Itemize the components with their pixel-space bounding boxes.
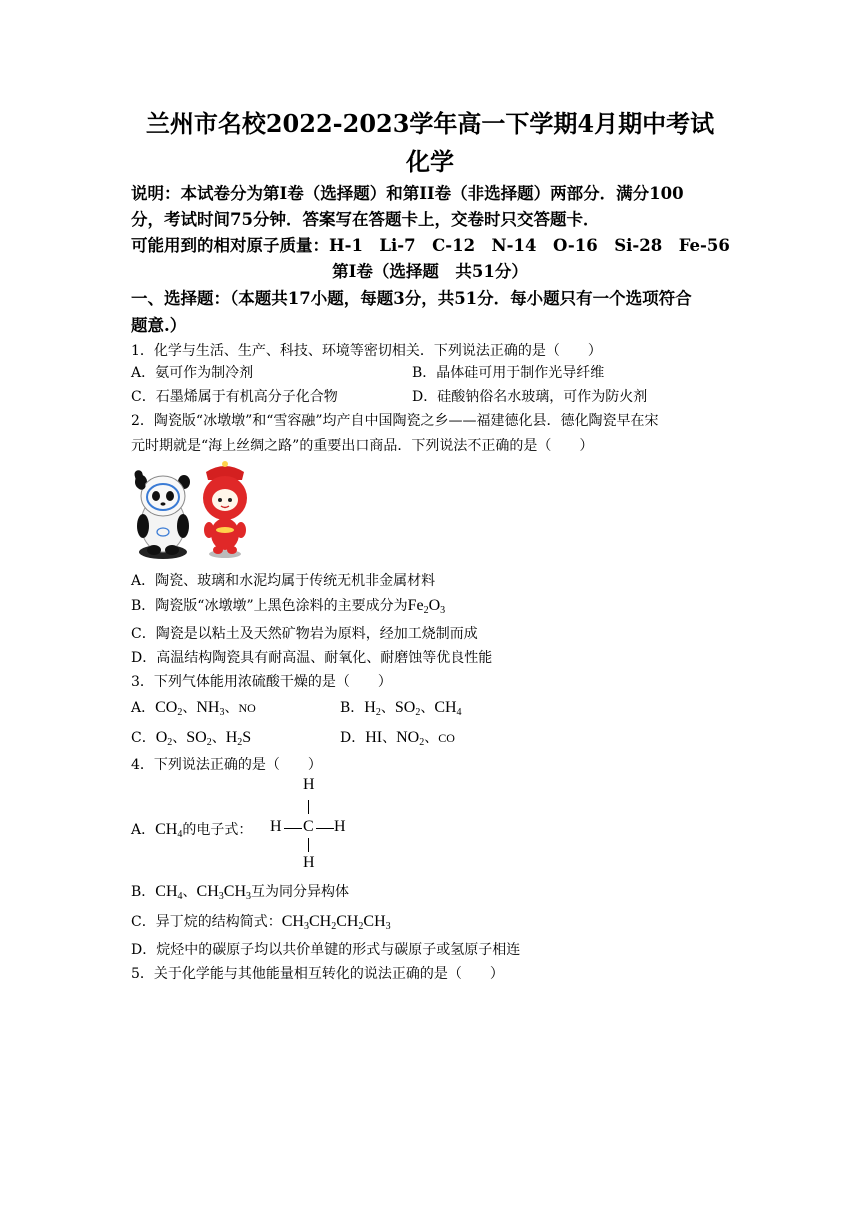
q3-option-c <box>131 727 251 747</box>
q3-option-a <box>131 697 256 717</box>
bing-dwen-dwen-figure <box>134 469 190 559</box>
subject-title: 化学 <box>406 147 454 176</box>
formula-fe2o3: $Fe_2O_3$ <box>407 597 446 616</box>
atom-h-left: H <box>270 818 282 835</box>
q2-stem-line-2: 元时期就是“海上丝绸之路”的重要出口商品．下列说法不正确的是（ ） <box>131 438 594 454</box>
q2-option-b-text: B．陶瓷版“冰墩墩”上黑色涂料的主要成分为 <box>131 598 408 614</box>
bond-left <box>284 828 302 829</box>
exam-title: 兰州市名校2022-2023学年高一下学期4月期中考试 <box>145 109 715 138</box>
separator: 、 <box>420 700 435 716</box>
separator: 、 <box>224 700 239 716</box>
separator: 、 <box>380 700 395 716</box>
bond-top <box>308 800 309 814</box>
q4-stem: 4．下列说法正确的是（ ） <box>131 757 322 773</box>
q3-c-label: C． <box>131 730 156 746</box>
bond-right <box>316 828 334 829</box>
formula-nh3: $NH_3$ <box>196 699 225 718</box>
formula-ch4: $CH_4$ <box>155 821 183 840</box>
formula-co2: $CO_2$ <box>155 699 183 718</box>
q4-option-d: D．烷烃中的碳原子均以共价单键的形式与碳原子或氢原子相连 <box>131 942 521 958</box>
q2-option-a: A．陶瓷、玻璃和水泥均属于传统无机非金属材料 <box>131 573 436 589</box>
formula-no2: $NO_2$ <box>396 729 425 748</box>
q3-b-label: B． <box>340 700 365 716</box>
formula-ch3ch3: $CH_3CH_3$ <box>196 883 251 902</box>
q2-option-c: C．陶瓷是以粘土及天然矿物岩为原料，经加工烧制而成 <box>131 626 478 642</box>
q1-option-a: A．氨可作为制冷剂 <box>131 365 254 381</box>
q4-a-text: 的电子式： <box>182 822 253 838</box>
formula-co: CO <box>438 731 455 745</box>
q3-a-label: A． <box>131 700 156 716</box>
formula-so2: $SO_2$ <box>394 699 421 718</box>
separator: 、 <box>382 730 397 746</box>
formula-no: NO <box>238 701 256 715</box>
formula-so2: $SO_2$ <box>186 729 212 748</box>
q1-stem: 1．化学与生活、生产、科技、环境等密切相关．下列说法正确的是（ ） <box>131 343 602 359</box>
q4-b-text: 互为同分异构体 <box>251 884 349 900</box>
q5-stem: 5．关于化学能与其他能量相互转化的说法正确的是（ ） <box>131 966 504 982</box>
methane-structure <box>268 776 358 876</box>
q4-c-text: C．异丁烷的结构简式： <box>131 914 282 930</box>
section-intro-2: 题意.） <box>131 316 187 335</box>
formula-ch4: $CH_4$ <box>434 699 462 718</box>
formula-h2: $H_2$ <box>364 699 381 718</box>
separator: 、 <box>211 730 226 746</box>
q3-option-d <box>340 727 455 747</box>
separator: 、 <box>424 730 439 746</box>
mascots-image <box>128 460 258 562</box>
instructions-line-1: 说明：本试卷分为第I卷（选择题）和第II卷（非选择题）两部分．满分100 <box>131 184 684 203</box>
section-heading: 第I卷（选择题 共51分） <box>332 262 528 281</box>
q4-option-b <box>131 881 349 901</box>
separator: 、 <box>182 700 197 716</box>
q2-stem-line-1: 2．陶瓷版“冰墩墩”和“雪容融”均产自中国陶瓷之乡——福建德化县．德化陶瓷早在宋 <box>131 413 659 429</box>
q4-option-c <box>131 911 391 931</box>
separator: 、 <box>182 884 197 900</box>
q3-d-label: D． <box>340 730 366 746</box>
q3-stem: 3．下列气体能用浓硫酸干燥的是（ ） <box>131 674 392 690</box>
q2-option-d: D．高温结构陶瓷具有耐高温、耐氧化、耐磨蚀等优良性能 <box>131 650 493 666</box>
formula-h2s: $H_2S$ <box>225 729 252 748</box>
atomic-masses: 可能用到的相对原子质量：H-1 Li-7 C-12 N-14 O-16 Si-28 Fe-56 <box>131 236 730 255</box>
shuey-rhon-rhon-figure <box>203 461 247 558</box>
q1-option-c: C．石墨烯属于有机高分子化合物 <box>131 389 338 405</box>
formula-hi: HI <box>365 729 383 746</box>
q1-option-b: B．晶体硅可用于制作光导纤维 <box>412 365 605 381</box>
q4-b-label: B． <box>131 884 156 900</box>
formula-ch4: $CH_4$ <box>155 883 183 902</box>
instructions-line-2: 分，考试时间75分钟．答案写在答题卡上，交卷时只交答题卡． <box>131 210 600 229</box>
q4-option-a <box>131 819 252 839</box>
atom-h-top: H <box>303 776 315 793</box>
atom-h-right: H <box>334 818 346 835</box>
q1-option-d: D．硅酸钠俗名水玻璃，可作为防火剂 <box>412 389 648 405</box>
bond-bottom <box>308 838 309 852</box>
q4-a-label: A． <box>131 822 156 838</box>
atom-h-bottom: H <box>303 854 315 871</box>
formula-o2: $O_2$ <box>155 729 173 748</box>
q2-option-b <box>131 595 445 615</box>
atom-c: C <box>303 818 314 835</box>
section-intro-1: 一、选择题：（本题共17小题，每题3分，共51分．每小题只有一个选项符合 <box>131 289 692 308</box>
formula-butane: $CH_3CH_2CH_2CH_3$ <box>281 913 391 932</box>
separator: 、 <box>172 730 187 746</box>
q3-option-b <box>340 697 462 717</box>
